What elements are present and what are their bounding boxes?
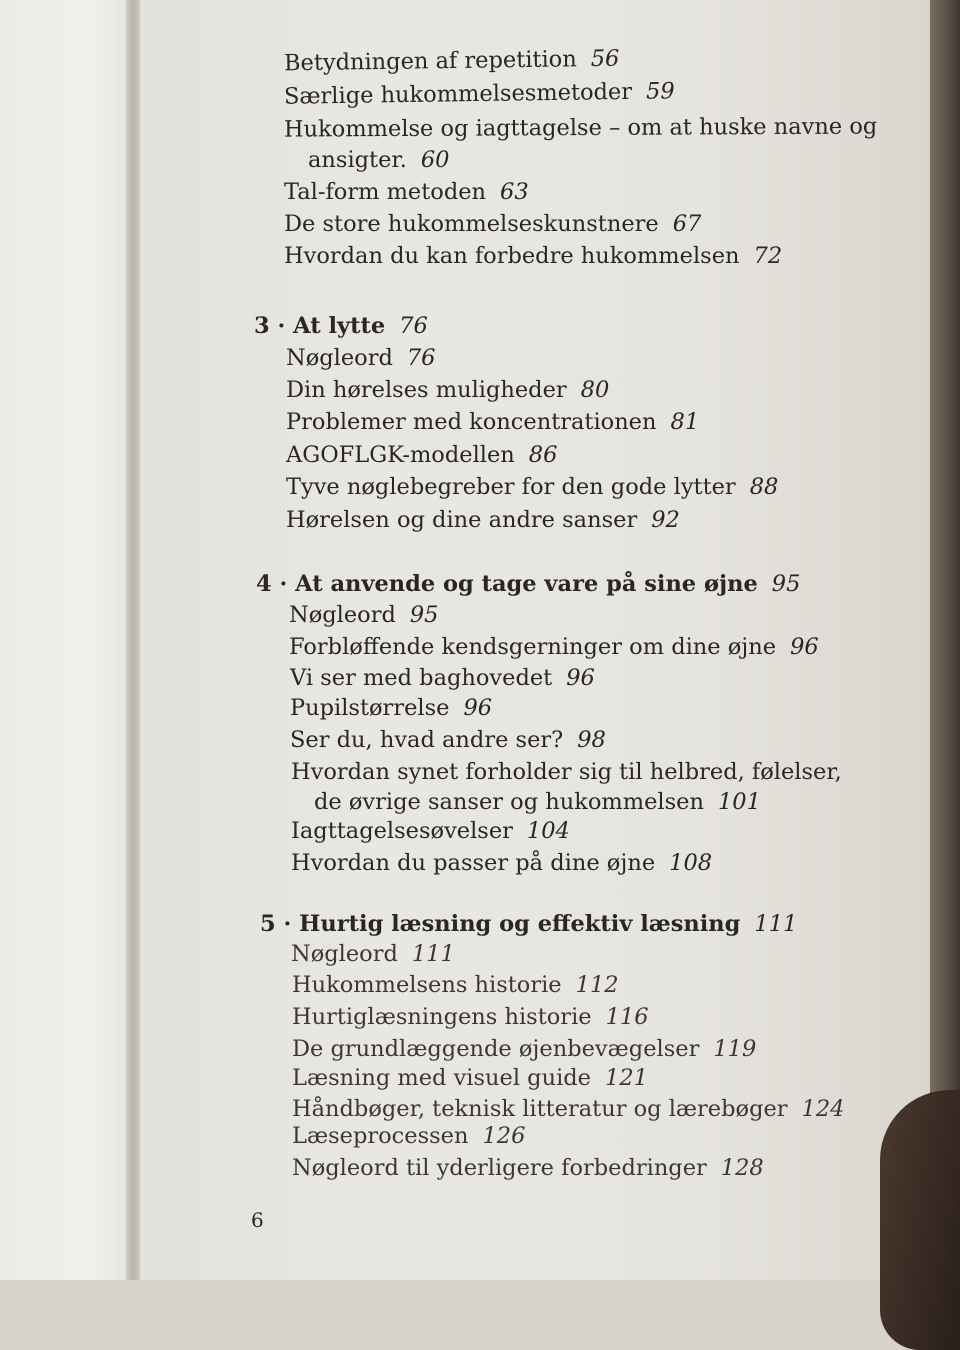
toc-entry: Læseprocessen 126	[292, 1123, 526, 1149]
toc-chapter-heading: 5 · Hurtig læsning og effektiv læsning 111	[260, 911, 798, 937]
toc-entry: Nøgleord 95	[289, 602, 439, 628]
toc-entry: Problemer med koncentrationen 81	[286, 409, 700, 435]
toc-entry: Særlige hukommelsesmetoder 59	[283, 78, 675, 110]
toc-entry: Vi ser med baghovedet 96	[290, 665, 595, 691]
toc-entry: ansigter. 60	[308, 147, 450, 173]
toc-chapter-heading: 3 · At lytte 76	[254, 313, 428, 339]
toc-entry: Din hørelses muligheder 80	[286, 377, 610, 403]
toc-entry: Hukommelsens historie 112	[292, 972, 619, 998]
toc-entry: Hvordan synet forholder sig til helbred, følelser,	[291, 759, 842, 785]
toc-entry: Betydningen af repetition 56	[283, 45, 620, 77]
page-number: 6	[251, 1208, 264, 1232]
toc-entry: Hvordan du passer på dine øjne 108	[291, 850, 713, 876]
toc-entry: Tyve nøglebegreber for den gode lytter 88	[286, 474, 779, 500]
toc-entry: Iagttagelsesøvelser 104	[291, 818, 570, 844]
toc-entry: Tal-form metoden 63	[284, 179, 529, 205]
toc-entry: Nøgleord 111	[291, 941, 455, 967]
toc-entry: Forbløffende kendsgerninger om dine øjne 96	[289, 634, 819, 660]
toc-entry: Pupilstørrelse 96	[290, 695, 493, 721]
toc-entry: Hukommelse og iagttagelse – om at huske navne og	[283, 113, 878, 143]
toc-entry: Nøgleord 76	[286, 345, 436, 371]
toc-entry: Hurtiglæsningens historie 116	[292, 1004, 649, 1030]
toc-chapter-heading: 4 · At anvende og tage vare på sine øjne 95	[256, 571, 801, 597]
toc-entry: Ser du, hvad andre ser? 98	[290, 727, 606, 753]
toc-entry: Hørelsen og dine andre sanser 92	[286, 507, 680, 533]
toc-entry: De grundlæggende øjenbevægelser 119	[292, 1036, 757, 1062]
toc-entry: AGOFLGK-modellen 86	[286, 442, 558, 468]
page-edge-shadow	[930, 0, 960, 1280]
toc-entry: De store hukommelseskunstnere 67	[284, 211, 702, 237]
toc-entry: Hvordan du kan forbedre hukommelsen 72	[284, 243, 783, 269]
thumb-holding-page	[880, 1090, 960, 1350]
toc-entry: Håndbøger, teknisk litteratur og lærebøger 124	[292, 1096, 845, 1122]
toc-entry: de øvrige sanser og hukommelsen 101	[314, 789, 761, 815]
toc-entry: Nøgleord til yderligere forbedringer 128	[292, 1155, 764, 1181]
facing-page	[0, 0, 132, 1280]
toc-entry: Læsning med visuel guide 121	[292, 1065, 648, 1091]
